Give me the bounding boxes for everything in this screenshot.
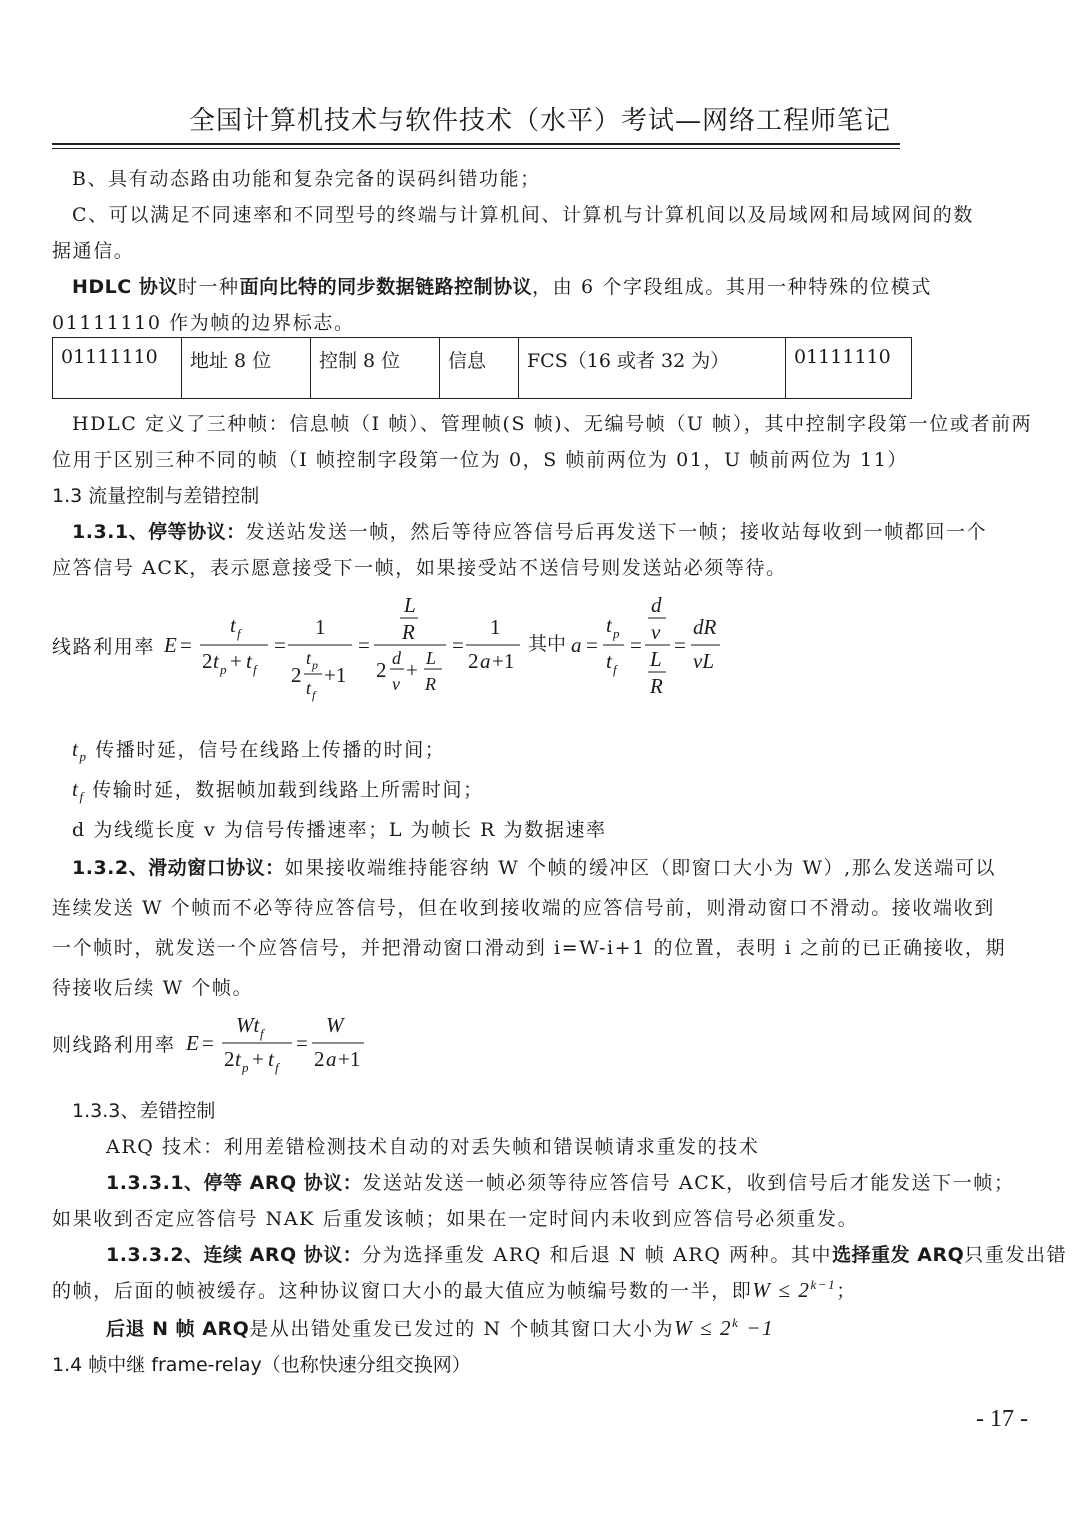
- svg-text:E: E: [164, 633, 177, 657]
- svg-text:t: t: [230, 613, 236, 637]
- svg-text:+: +: [230, 649, 242, 673]
- svg-text:d: d: [651, 593, 662, 617]
- svg-text:t: t: [268, 1047, 274, 1071]
- section-1-4-heading: 1.4 帧中继 frame-relay（也称快速分组交换网）: [52, 1354, 471, 1376]
- svg-text:Wt: Wt: [236, 1013, 260, 1037]
- header-rule-thick: [52, 143, 900, 145]
- svg-text:2: 2: [376, 658, 387, 682]
- svg-text:2: 2: [314, 1047, 325, 1071]
- svg-text:=: =: [358, 633, 370, 657]
- tf-symbol: $t_f$: [72, 777, 85, 805]
- svg-text:f: f: [253, 662, 257, 677]
- svg-text:p: p: [312, 658, 318, 672]
- frame-cell-info: 信息: [440, 338, 519, 399]
- svg-text:vL: vL: [693, 649, 714, 673]
- para-b: B、具有动态路由功能和复杂完备的误码纠错功能；: [72, 168, 541, 190]
- svg-text:+1: +1: [324, 663, 347, 687]
- selective-window-formula: $W \le 2^{k-1}$: [752, 1277, 837, 1302]
- svg-text:=: =: [452, 633, 464, 657]
- frame-cell-flag-end: 01111110: [786, 338, 912, 399]
- svg-text:=: =: [586, 633, 598, 657]
- svg-text:f: f: [260, 1026, 264, 1041]
- page-number: - 17 -: [976, 1406, 1028, 1432]
- para-stop-wait-line2: 应答信号 ACK，表示愿意接受下一帧，如果接受站不送信号则发送站必须等待。: [52, 557, 787, 579]
- sliding-text: 如果接收端维持能容纳 W 个帧的缓冲区（即窗口大小为 W）,那么发送端可以: [284, 857, 997, 879]
- para-sliding-line3: 一个帧时，就发送一个应答信号，并把滑动窗口滑动到 i=W-i+1 的位置，表明 i 之前的已正确接收，期: [52, 937, 1007, 959]
- svg-text:t: t: [306, 648, 312, 668]
- para-frames-line1: HDLC 定义了三种帧：信息帧（I 帧）、管理帧(S 帧)、无编号帧（U 帧），其中控制字段第一位或者前两: [72, 413, 1033, 435]
- gbn-term: 后退 N 帧 ARQ: [106, 1318, 250, 1340]
- svg-text:p: p: [242, 1060, 249, 1075]
- svg-text:t: t: [306, 678, 312, 698]
- hdlc-term: HDLC 协议: [72, 276, 178, 298]
- hdlc-definition: 面向比特的同步数据链路控制协议: [239, 276, 533, 298]
- stop-wait-term: 1.3.1、停等协议：: [72, 521, 246, 543]
- svg-text:f: f: [275, 1060, 279, 1075]
- svg-text:v: v: [392, 674, 400, 694]
- para-gbn: [106, 1314, 774, 1341]
- para-hdlc-line2: 01111110 作为帧的边界标志。: [52, 312, 355, 334]
- para-stop-arq-line2: 如果收到否定应答信号 NAK 后重发该帧；如果在一定时间内未收到应答信号必须重发。: [52, 1208, 859, 1230]
- svg-text:f: f: [312, 688, 316, 702]
- para-c-line2: 据通信。: [52, 240, 135, 262]
- formula1-label: 线路利用率: [52, 636, 156, 658]
- section-1-3-3-heading: 1.3.3、差错控制: [72, 1100, 216, 1122]
- tp-description: 传播时延，信号在线路上传播的时间；: [95, 739, 446, 761]
- svg-text:dR: dR: [693, 615, 717, 639]
- formula2-label: 则线路利用率: [52, 1034, 176, 1056]
- page-header-title: 全国计算机技术与软件技术（水平）考试—网络工程师笔记: [188, 106, 891, 136]
- tf-description: 传输时延，数据帧加载到线路上所需时间；: [92, 779, 484, 801]
- frame-cell-control: 控制 8 位: [311, 338, 440, 399]
- svg-text:+: +: [406, 658, 418, 682]
- tp-symbol: $t_p$: [72, 737, 88, 765]
- para-cont-arq-line1: [106, 1240, 1067, 1267]
- stop-arq-term: 1.3.3.1、停等 ARQ 协议：: [106, 1172, 363, 1194]
- svg-text:+1: +1: [492, 649, 515, 673]
- frame-cell-address: 地址 8 位: [182, 338, 311, 399]
- hdlc-text2: ，由 6 个字段组成。其用一种特殊的位模式: [532, 276, 932, 298]
- svg-text:a: a: [571, 633, 582, 657]
- sliding-term: 1.3.2、滑动窗口协议：: [72, 857, 285, 879]
- cont-arq-text1: 分为选择重发 ARQ 和后退 N 帧 ARQ 两种。其中: [362, 1244, 833, 1266]
- svg-text:2: 2: [224, 1047, 235, 1071]
- svg-text:t: t: [246, 649, 252, 673]
- stop-arq-text: 发送站发送一帧必须等待应答信号 ACK，收到信号后才能发送下一帧；: [362, 1172, 1015, 1194]
- svg-text:p: p: [220, 662, 227, 677]
- para-sliding-line4: 待接收后续 W 个帧。: [52, 977, 254, 999]
- para-cont-arq-line2: 的帧，后面的帧被缓存。这种协议窗口大小的最大值应为帧编号数的一半，即$W \le 2^{k-1}$；: [52, 1277, 857, 1302]
- cont-arq-text3: 的帧，后面的帧被缓存。这种协议窗口大小的最大值应为帧编号数的一半，即: [52, 1280, 753, 1302]
- svg-text:R: R: [425, 674, 436, 694]
- hdlc-text1: 时一种: [177, 276, 240, 298]
- para-arq: ARQ 技术：利用差错检测技术自动的对丢失帧和错误帧请求重发的技术: [106, 1136, 760, 1158]
- frame-table-row: [53, 338, 912, 399]
- svg-text:L: L: [650, 647, 662, 671]
- cont-arq-text2: 只重发出错: [964, 1244, 1068, 1266]
- para-frames-line2: 位用于区别三种不同的帧（I 帧控制字段第一位为 0，S 帧前两位为 01，U 帧前两位为 11）: [52, 449, 909, 471]
- svg-text:t: t: [606, 649, 612, 673]
- frame-cell-fcs: FCS（16 或者 32 为）: [519, 338, 786, 399]
- svg-text:a: a: [326, 1047, 337, 1071]
- header-rule-thin: [52, 148, 900, 149]
- svg-text:=: =: [630, 633, 642, 657]
- svg-text:2: 2: [468, 649, 479, 673]
- para-stop-wait-line1: [72, 517, 987, 544]
- para-sliding-line2: 连续发送 W 个帧而不必等待应答信号，但在收到接收端的应答信号前，则滑动窗口不滑动。接收端收到: [52, 897, 995, 919]
- stop-wait-text: 发送站发送一帧，然后等待应答信号后再发送下一帧；接收站每收到一帧都回一个: [245, 521, 988, 543]
- gbn-text: 是从出错处重发已发过的 N 个帧其窗口大小为: [249, 1318, 675, 1340]
- svg-text:v: v: [651, 620, 661, 644]
- svg-text:E: E: [186, 1031, 199, 1055]
- svg-text:2: 2: [202, 649, 213, 673]
- svg-text:p: p: [613, 626, 620, 641]
- para-hdlc-line1: [72, 272, 932, 299]
- para-c-line1: C、可以满足不同速率和不同型号的终端与计算机间、计算机与计算机间以及局域网和局域网间的数: [72, 204, 974, 226]
- svg-text:f: f: [237, 626, 241, 641]
- svg-text:d: d: [392, 648, 401, 668]
- svg-text:+1: +1: [338, 1047, 361, 1071]
- dv-line: d 为线缆长度 v 为信号传播速率；L 为帧长 R 为数据速率: [72, 819, 607, 841]
- selective-repeat-term: 选择重发 ARQ: [832, 1244, 965, 1266]
- svg-text:+: +: [252, 1047, 264, 1071]
- svg-text:=: =: [180, 633, 192, 657]
- svg-text:=: =: [202, 1031, 214, 1055]
- svg-text:1: 1: [315, 615, 326, 639]
- svg-text:t: t: [606, 613, 612, 637]
- svg-text:1: 1: [490, 615, 501, 639]
- svg-text:R: R: [650, 674, 663, 698]
- svg-text:2: 2: [291, 663, 302, 687]
- formula2-window-efficiency: [184, 1010, 384, 1080]
- gbn-window-formula: $W \le 2^k -1$: [674, 1315, 775, 1340]
- para-stop-arq-line1: [106, 1168, 1015, 1195]
- tp-line: [72, 735, 445, 765]
- frame-cell-flag-start: 01111110: [53, 338, 182, 399]
- formula1-qi: 其中: [528, 634, 567, 655]
- para-sliding-line1: [72, 853, 996, 880]
- cont-arq-term: 1.3.3.2、连续 ARQ 协议：: [106, 1244, 363, 1266]
- svg-text:=: =: [674, 633, 686, 657]
- svg-text:=: =: [274, 633, 286, 657]
- section-1-3-heading: 1.3 流量控制与差错控制: [52, 485, 260, 507]
- svg-text:W: W: [326, 1013, 344, 1037]
- formula1-efficiency: [160, 592, 730, 712]
- svg-text:L: L: [426, 648, 437, 668]
- svg-text:t: t: [235, 1047, 241, 1071]
- svg-text:t: t: [213, 649, 219, 673]
- tf-line: [72, 775, 484, 805]
- svg-text:R: R: [402, 620, 415, 644]
- svg-text:L: L: [404, 593, 416, 617]
- svg-text:f: f: [613, 662, 617, 677]
- svg-text:=: =: [296, 1031, 308, 1055]
- hdlc-frame-table: [52, 337, 912, 399]
- svg-text:a: a: [480, 649, 491, 673]
